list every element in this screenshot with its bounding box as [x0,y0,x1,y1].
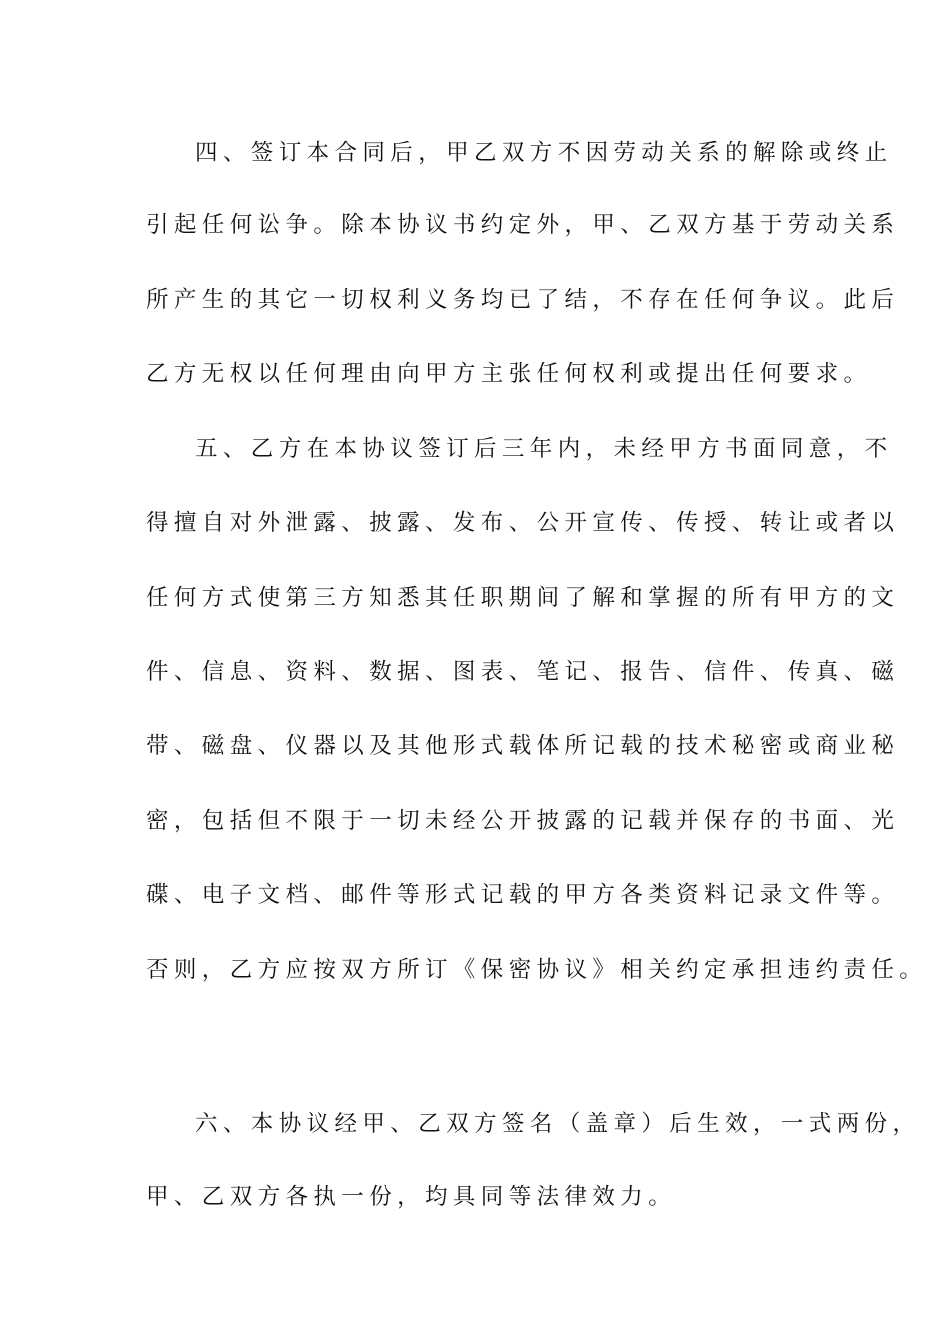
clause-4-line-3: 所产生的其它一切权利义务均已了结，不存在任何争议。此后 [146,287,900,313]
clause-5-line-6: 密，包括但不限于一切未经公开披露的记载并保存的书面、光 [146,808,900,834]
clause-6-line-2: 甲、乙双方各执一份，均具同等法律效力。 [146,1184,677,1210]
clause-5-line-1: 五、乙方在本协议签订后三年内，未经甲方书面同意，不 [195,436,893,462]
clause-5-line-3: 任何方式使第三方知悉其任职期间了解和掌握的所有甲方的文 [146,585,900,611]
clause-4-line-2: 引起任何讼争。除本协议书约定外，甲、乙双方基于劳动关系 [146,212,900,238]
clause-6-line-1: 六、本协议经甲、乙双方签名（盖章）后生效，一式两份， [195,1111,921,1137]
clause-5-line-8: 否则，乙方应按双方所订《保密协议》相关约定承担违约责任。 [146,957,928,983]
clause-4-line-1: 四、签订本合同后，甲乙双方不因劳动关系的解除或终止 [195,140,893,166]
clause-5-line-4: 件、信息、资料、数据、图表、笔记、报告、信件、传真、磁 [146,659,900,685]
clause-4-line-4: 乙方无权以任何理由向甲方主张任何权利或提出任何要求。 [146,361,872,387]
clause-5-line-2: 得擅自对外泄露、披露、发布、公开宣传、传授、转让或者以 [146,510,900,536]
clause-5-line-7: 碟、电子文档、邮件等形式记载的甲方各类资料记录文件等。 [146,882,900,908]
clause-5-line-5: 带、磁盘、仪器以及其他形式载体所记载的技术秘密或商业秘 [146,733,900,759]
